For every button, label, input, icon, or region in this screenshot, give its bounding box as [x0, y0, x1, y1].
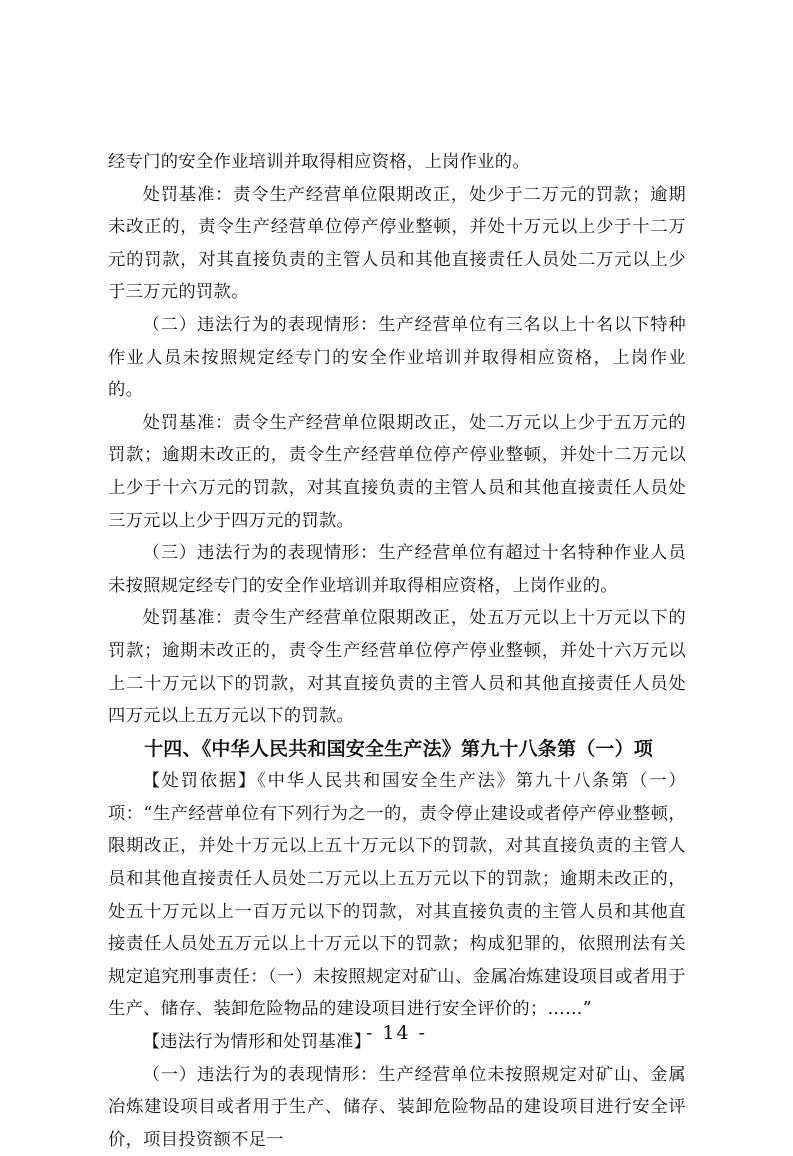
continuation-text: 经专门的安全作业培训并取得相应资格，上岗作业的。 [108, 152, 530, 172]
penalty-standard-paragraph: 处罚基准：责令生产经营单位限期改正，处二万元以上少于五万元的罚款；逾期未改正的，责令生产经营单位停产停业整顿，并处十二万元以上少于十六万元的罚款，对其直接负责的主管人员和其他直接责任人员处三万元以上少于四万元的罚款。 [108, 412, 686, 531]
violation-case-2-paragraph: （二）违法行为的表现情形：生产经营单位有三名以上十名以下特种作业人员未按照规定经专门的安全作业培训并取得相应资格，上岗作业的。 [108, 314, 686, 401]
penalty-basis-paragraph: 【处罚依据】《中华人民共和国安全生产法》第九十八条第（一）项：“生产经营单位有下列行为之一的，责令停止建设或者停产停业整顿，限期改正，并处十万元以上五十万元以下的罚款，对其直接负责的主管人员和其他直接责任人员处二万元以上五万元以下的罚款；逾期未改正的，处五十万元以上一百万元以下的罚款，对其直接负责的主管人员和其他直接责任人员处五万元以上十万元以下的罚款；构成犯罪的，依照刑法有关规定追究刑事责任：（一）未按照规定对矿山、金属冶炼建设项目或者用于生产、储存、装卸危险物品的建设项目进行安全评价的；……” [108, 771, 686, 1020]
penalty-standard-paragraph: 处罚基准：责令生产经营单位限期改正，处五万元以上十万元以下的罚款；逾期未改正的，责令生产经营单位停产停业整顿，并处十六万元以上二十万元以下的罚款，对其直接负责的主管人员和其他直接责任人员处四万元以上五万元以下的罚款。 [108, 608, 686, 727]
subsection-label: 【违法行为情形和处罚基准】 [142, 1032, 372, 1053]
section-heading: 十四、《中华人民共和国安全生产法》第九十八条第（一）项 [144, 737, 653, 760]
body-text [108, 146, 686, 1156]
penalty-standard-paragraph: 处罚基准：责令生产经营单位限期改正，处少于二万元的罚款；逾期未改正的，责令生产经营单位停产停业整顿，并处十万元以上少于十二万元的罚款，对其直接负责的主管人员和其他直接责任人员处二万元以上少于三万元的罚款。 [108, 184, 686, 303]
violation-case-3-paragraph: （三）违法行为的表现情形：生产经营单位有超过十名特种作业人员未按照规定经专门的安全作业培训并取得相应资格，上岗作业的。 [108, 543, 686, 596]
violation-case-1-paragraph: （一）违法行为的表现情形：生产经营单位未按照规定对矿山、金属冶炼建设项目或者用于生产、储存、装卸危险物品的建设项目进行安全评价，项目投资额不足一 [108, 1064, 686, 1150]
page-number: - 14 - [365, 1022, 428, 1044]
